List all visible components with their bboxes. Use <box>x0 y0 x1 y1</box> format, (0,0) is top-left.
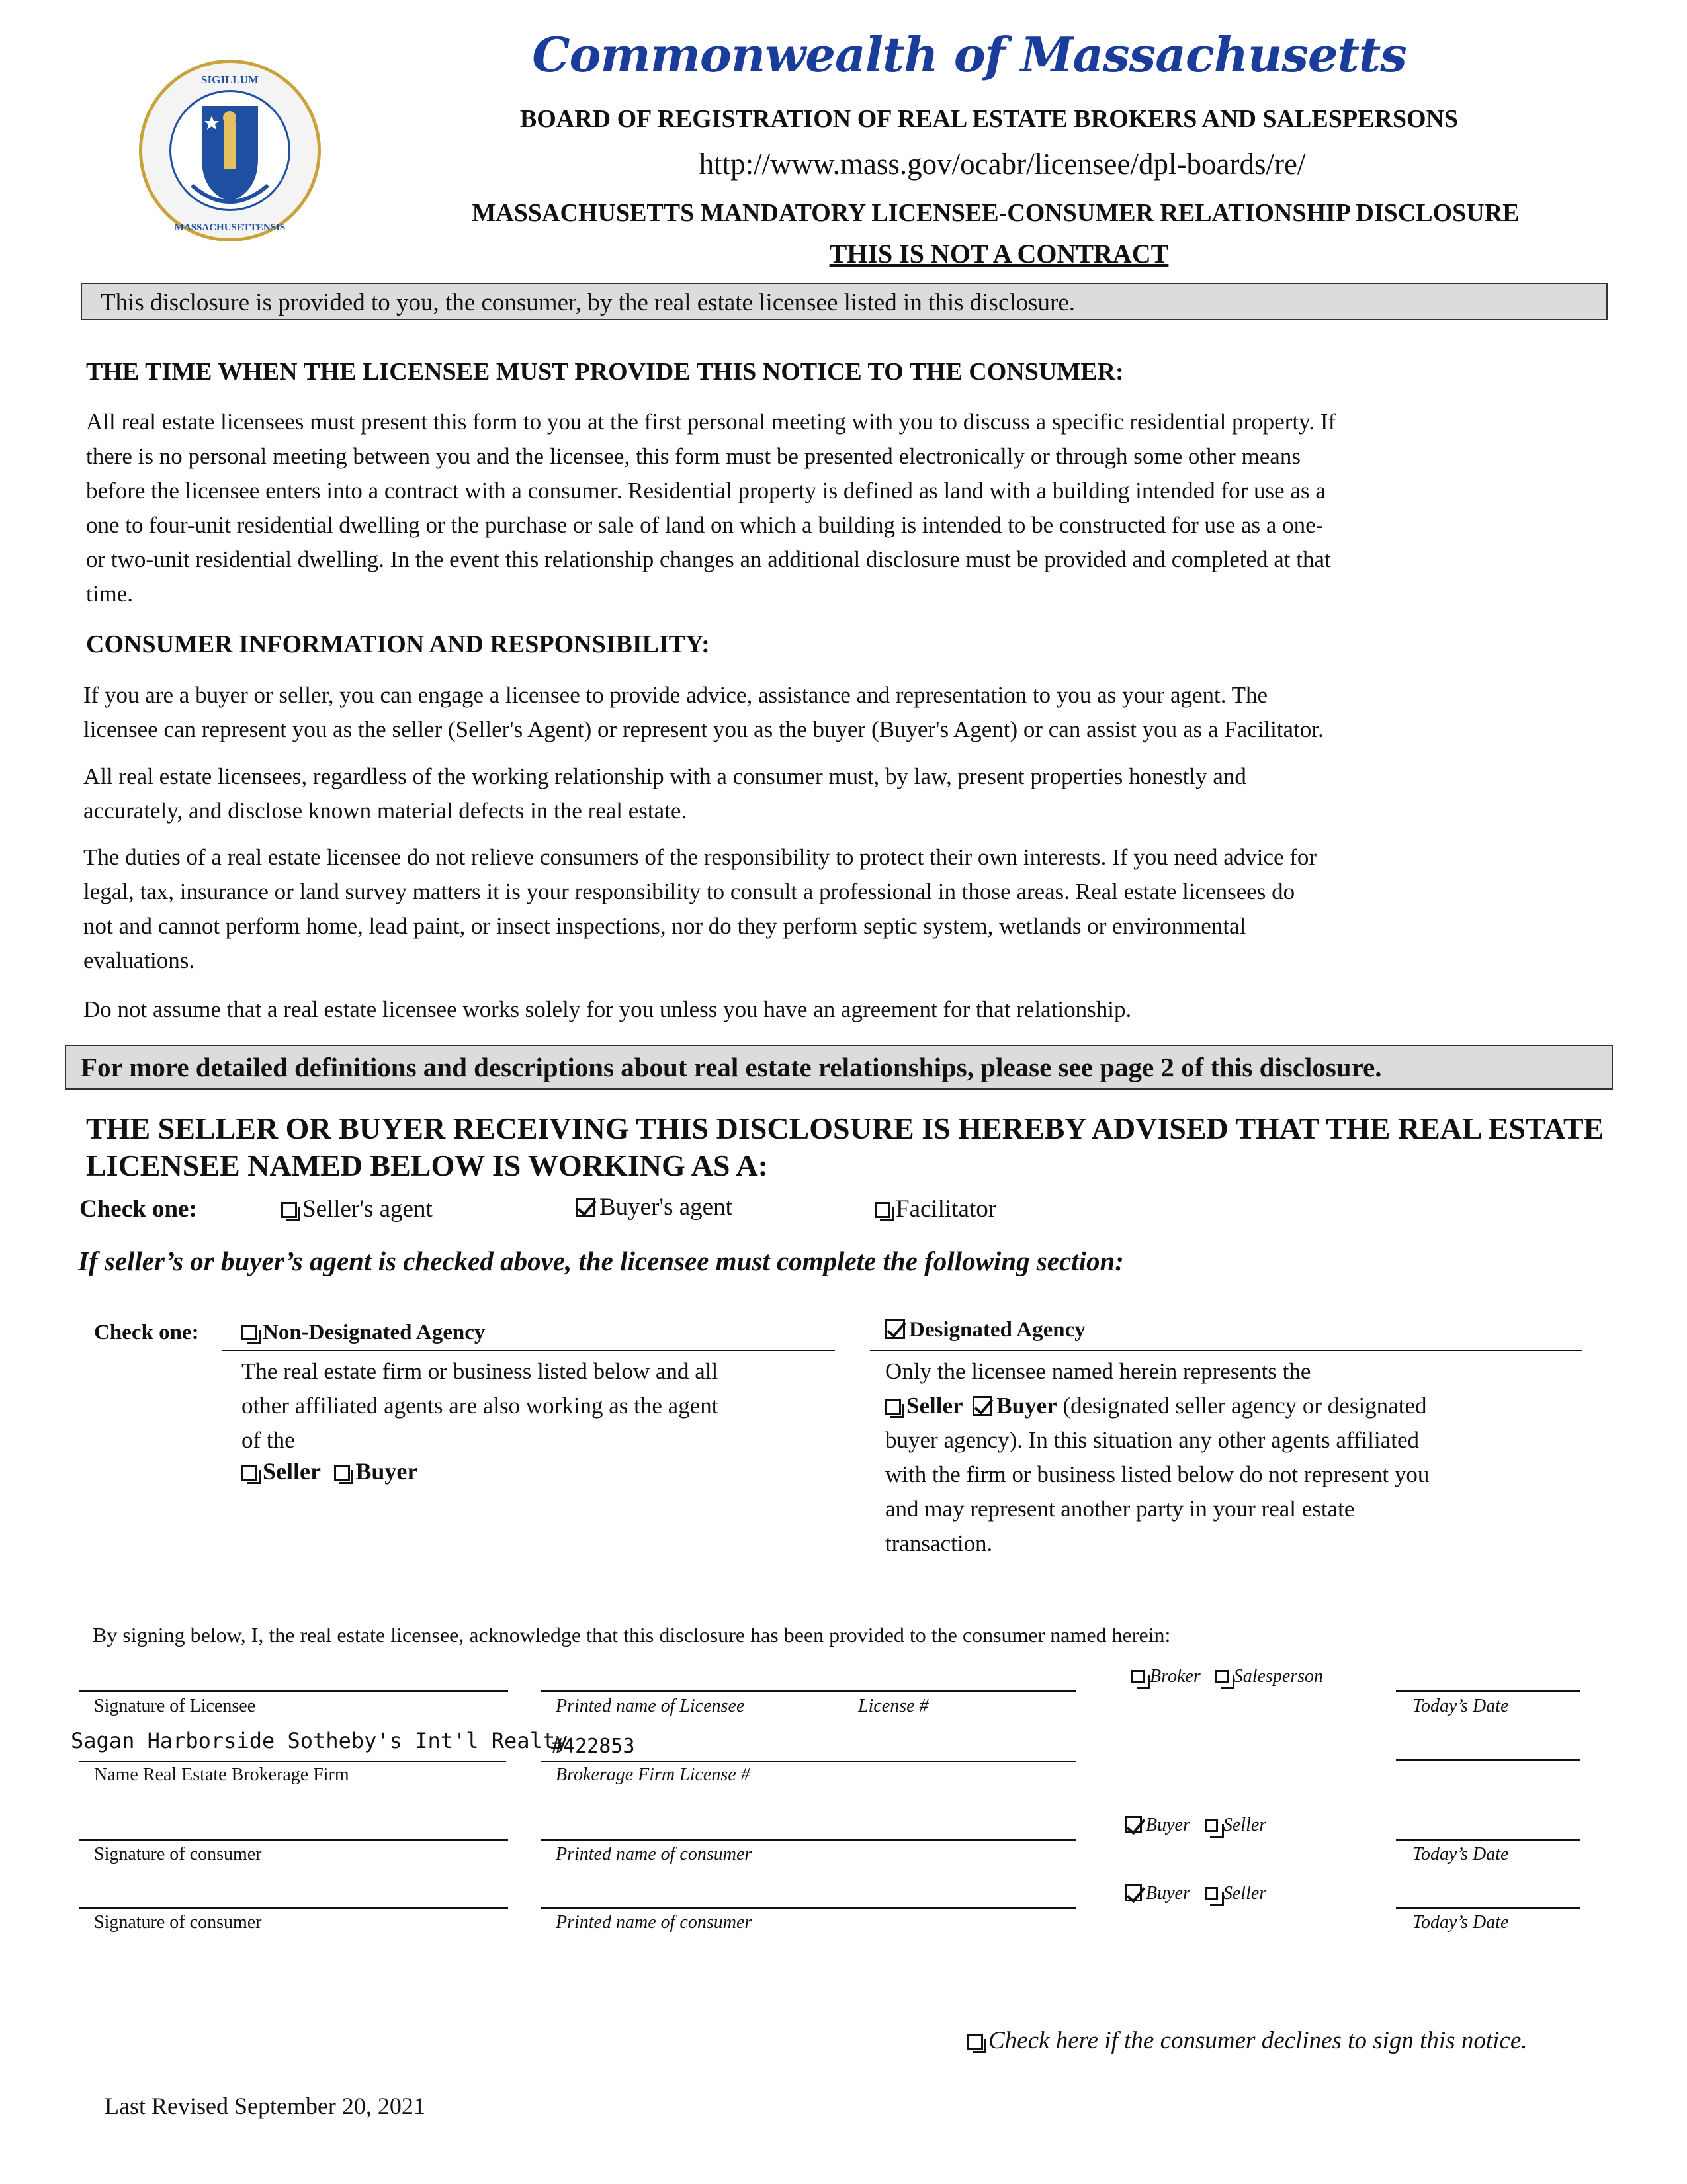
signature-consumer-label: Signature of consumer <box>94 1844 262 1864</box>
check-one-label: Check one: <box>79 1196 197 1223</box>
consumer-paragraph-4: Do not assume that a real estate licensee works solely for you unless you have an agreement for that relationship. <box>83 996 1132 1022</box>
checkbox-icon[interactable] <box>281 1202 297 1218</box>
consumer1-printed-name-line[interactable] <box>541 1839 1076 1841</box>
checkbox-icon[interactable] <box>241 1325 257 1340</box>
printed-consumer-label: Printed name of consumer <box>556 1844 752 1864</box>
buyer-option-label[interactable]: Buyer <box>355 1458 418 1485</box>
svg-text:MASSACHUSETTENSIS: MASSACHUSETTENSIS <box>174 222 286 233</box>
intro-box: This disclosure is provided to you, the consumer, by the real estate licensee listed in this disclosure. <box>81 283 1608 320</box>
salesperson-option-label[interactable]: Salesperson <box>1233 1666 1324 1686</box>
advised-heading: THE SELLER OR BUYER RECEIVING THIS DISCLOSURE IS HEREBY ADVISED THAT THE REAL ESTATE LICENSEE NAMED BELOW IS WORKING AS A: <box>86 1112 1604 1182</box>
non-designated-description: The real estate firm or business listed below and all other affiliated agents are also working as the agent of the <box>241 1358 718 1453</box>
consumer2-date-line[interactable] <box>1396 1907 1580 1909</box>
buyer-option-label[interactable]: Buyer <box>996 1393 1057 1419</box>
option-sellers-agent[interactable]: Seller's agent <box>281 1195 433 1223</box>
page-title: Commonwealth of Massachusetts <box>532 26 1406 83</box>
option-buyers-agent[interactable]: Buyer's agent <box>576 1193 732 1221</box>
seller-option-label[interactable]: Seller <box>1223 1883 1267 1903</box>
todays-date-label: Today’s Date <box>1412 1696 1509 1716</box>
checked-checkbox-icon[interactable] <box>973 1396 992 1416</box>
consumer1-role-options <box>1125 1815 1266 1836</box>
seller-option-label[interactable]: Seller <box>1223 1815 1267 1835</box>
checkbox-icon[interactable] <box>1205 1819 1218 1832</box>
firm-name-value[interactable]: Sagan Harborside Sotheby's Int'l Realty <box>71 1728 568 1753</box>
agency-instruction: If seller’s or buyer’s agent is checked above, the licensee must complete the following section: <box>78 1246 1124 1276</box>
signature-licensee-label: Signature of Licensee <box>94 1696 256 1716</box>
decline-option[interactable]: Check here if the consumer declines to sign this notice. <box>967 2027 1528 2055</box>
checkbox-icon[interactable] <box>1131 1670 1145 1683</box>
checked-checkbox-icon[interactable] <box>1125 1816 1142 1833</box>
consumer-paragraph-2: All real estate licensees, regardless of the working relationship with a consumer must, by law, present properties honestly and accurately, and disclose known material defects in the real estate. <box>83 764 1246 824</box>
checked-checkbox-icon[interactable] <box>885 1319 905 1339</box>
more-info-box: For more detailed definitions and descriptions about real estate relationships, please see page 2 of this disclosure. <box>65 1045 1613 1090</box>
signature-consumer-label: Signature of consumer <box>94 1912 262 1933</box>
checked-checkbox-icon[interactable] <box>1125 1884 1142 1901</box>
buyer-option-label[interactable]: Buyer <box>1146 1883 1190 1903</box>
checkbox-icon[interactable] <box>967 2034 983 2050</box>
firm-date-line[interactable] <box>1396 1759 1580 1761</box>
svg-text:SIGILLUM: SIGILLUM <box>201 73 259 86</box>
consumer2-signature-line[interactable] <box>79 1907 508 1909</box>
checkbox-icon[interactable] <box>334 1465 350 1481</box>
non-designated-party-options <box>241 1458 417 1485</box>
buyer-option-label[interactable]: Buyer <box>1146 1815 1190 1835</box>
option-designated-agency[interactable]: Designated Agency <box>885 1318 1086 1342</box>
printed-licensee-label: Printed name of Licensee <box>556 1696 745 1716</box>
divider <box>222 1350 835 1351</box>
time-paragraph: All real estate licensees must present this form to you at the first personal meeting with you to discuss a specific residential property. If there is no personal meeting between you and the licensee, this form must be presented electronically or through some other means before the licensee enters into a contract with a consumer. Residential property is defined as land with a building intended for use as a one to four-unit residential dwelling or the purchase or sale of land on which a building is intended to be constructed for use as a one- or two-unit residential dwelling. In the event this relationship changes an additional disclosure must be provided and completed at that time. <box>86 409 1336 607</box>
license-number-label: License # <box>858 1696 929 1716</box>
consumer1-signature-line[interactable] <box>79 1839 508 1841</box>
todays-date-label: Today’s Date <box>1412 1912 1509 1933</box>
consumer-paragraph-3: The duties of a real estate licensee do not relieve consumers of the responsibility to protect their own interests. If you need advice for legal, tax, insurance or land survey matters it is your responsibility to consult a professional in those areas. Real estate licensees do not and cannot perform home, lead paint, or insect inspections, nor do they perform septic system, wetlands or environmental evaluations. <box>83 844 1317 973</box>
option-facilitator[interactable]: Facilitator <box>875 1195 996 1223</box>
designated-description: Only the licensee named herein represents the Seller Buyer (designated seller agency or designated buyer agency). In this situation any other agents affiliated with the firm or business listed below do not represent you and may represent another party in your real estate transaction. <box>885 1358 1430 1556</box>
checked-checkbox-icon[interactable] <box>576 1198 595 1217</box>
seller-option-label[interactable]: Seller <box>263 1458 321 1485</box>
checkbox-icon[interactable] <box>241 1465 257 1481</box>
acknowledge-text: By signing below, I, the real estate licensee, acknowledge that this disclosure has been provided to the consumer named herein: <box>93 1623 1171 1647</box>
checkbox-icon[interactable] <box>875 1202 890 1218</box>
last-revised: Last Revised September 20, 2021 <box>105 2093 425 2119</box>
firm-name-line[interactable] <box>79 1761 506 1762</box>
name-firm-label: Name Real Estate Brokerage Firm <box>94 1765 349 1785</box>
time-heading: THE TIME WHEN THE LICENSEE MUST PROVIDE THIS NOTICE TO THE CONSUMER: <box>86 358 1124 386</box>
option-non-designated-agency[interactable]: Non-Designated Agency <box>241 1321 485 1345</box>
agency-check-one-label: Check one: <box>94 1321 199 1344</box>
consumer1-date-line[interactable] <box>1396 1839 1580 1841</box>
seller-option-label[interactable]: Seller <box>906 1393 963 1419</box>
broker-option-label[interactable]: Broker <box>1150 1666 1201 1686</box>
licensee-signature-line[interactable] <box>79 1690 508 1692</box>
printed-consumer-label: Printed name of consumer <box>556 1912 752 1933</box>
divider <box>870 1350 1582 1351</box>
checkbox-icon[interactable] <box>885 1399 901 1415</box>
role-options <box>1131 1666 1323 1687</box>
firm-license-label: Brokerage Firm License # <box>556 1765 750 1785</box>
firm-license-value[interactable]: #422853 <box>551 1735 635 1758</box>
not-contract-notice: THIS IS NOT A CONTRACT <box>829 239 1169 269</box>
licensee-printed-name-line[interactable] <box>541 1690 1076 1692</box>
consumer2-role-options <box>1125 1883 1266 1904</box>
todays-date-label: Today’s Date <box>1412 1844 1509 1864</box>
board-url-link[interactable]: http://www.mass.gov/ocabr/licensee/dpl-boards/re/ <box>699 148 1306 181</box>
consumer-heading: CONSUMER INFORMATION AND RESPONSIBILITY: <box>86 631 710 658</box>
disclosure-title: MASSACHUSETTS MANDATORY LICENSEE-CONSUMER RELATIONSHIP DISCLOSURE <box>472 199 1520 227</box>
checkbox-icon[interactable] <box>1205 1887 1218 1900</box>
firm-license-line[interactable] <box>541 1761 1076 1762</box>
consumer2-printed-name-line[interactable] <box>541 1907 1076 1909</box>
licensee-date-line[interactable] <box>1396 1690 1580 1692</box>
consumer-paragraph-1: If you are a buyer or seller, you can engage a licensee to provide advice, assistance and representation to you as your agent. The licensee can represent you as the seller (Seller's Agent) or represent you as the buyer (Buyer's Agent) or can assist you as a Facilitator. <box>83 682 1324 742</box>
board-name: BOARD OF REGISTRATION OF REAL ESTATE BROKERS AND SALESPERSONS <box>519 105 1459 133</box>
checkbox-icon[interactable] <box>1215 1670 1229 1683</box>
